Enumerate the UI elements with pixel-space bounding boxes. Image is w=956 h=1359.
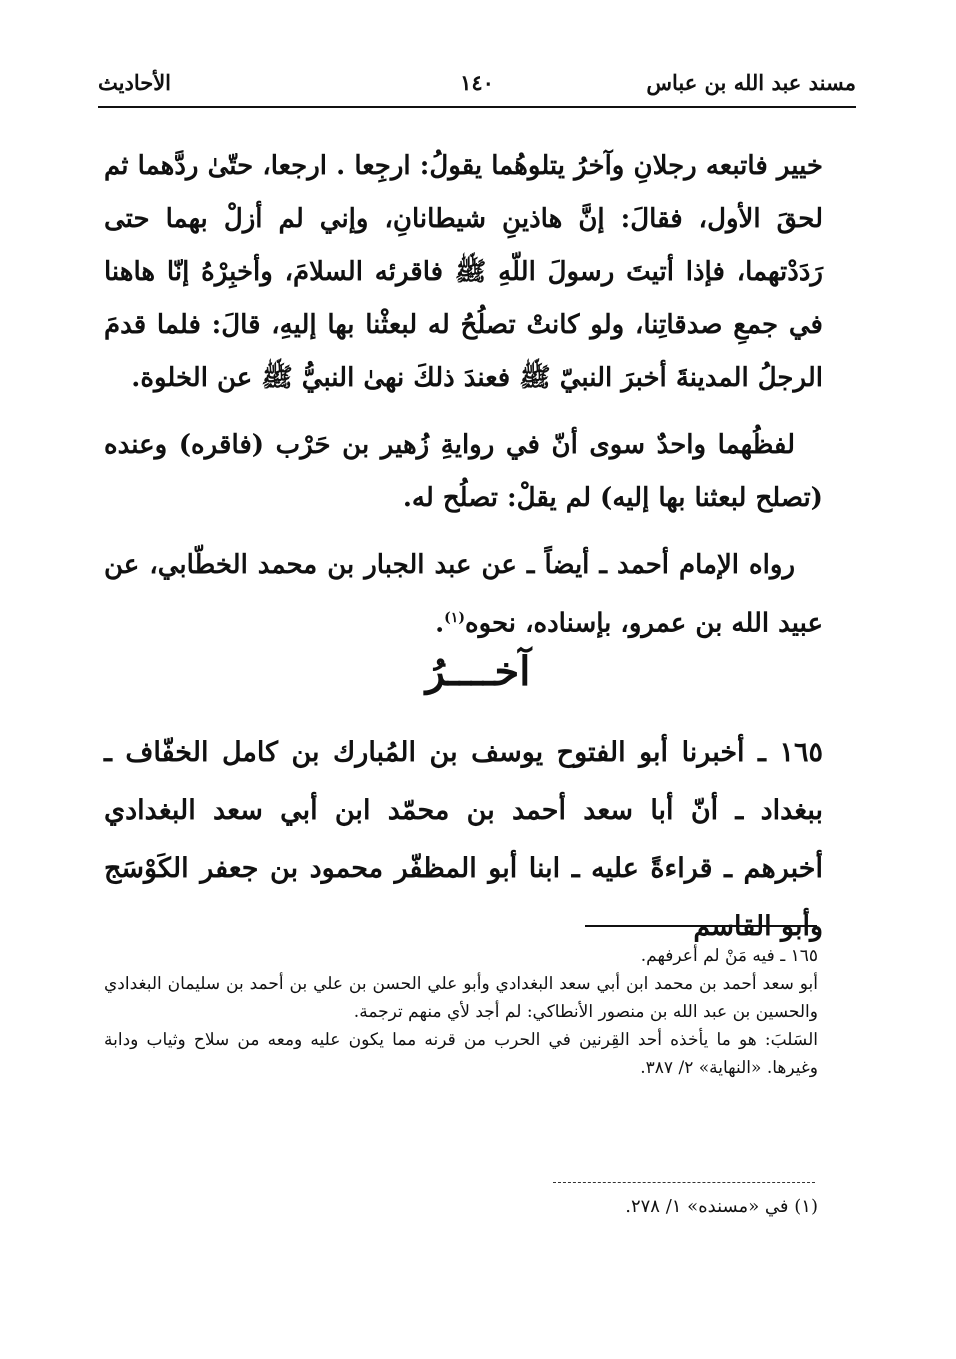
paragraph-2: لفظُهما واحدٌ سوى أنّ في روايةِ زُهير بن حَرْب (فاقره) وعنده (تصلح لبعثنا بها إليه) لم يقلْ: تصلُح له. xyxy=(104,430,823,513)
footnote-ref-1[interactable]: (١) xyxy=(444,610,465,626)
running-header xyxy=(98,70,856,104)
paragraph-1: خيير فاتبعه رجلانِ وآخرُ يتلوهُما يقولُ: ارجِعا . ارجعا، حتّىٰ ردَّهما ثم لحقَ الأول، فقالَ: إنَّ هاذينِ شيطانانِ، وإني لم أزلْ بهما حتى رَدَدْتهما، فإذا أتيتَ رسولَ اللّهِ ﷺ فاقرئه السلامَ، وأخبِرْهُ إنّا هاهنا في جمعِ صدقاتِنا، ولو كانتْ تصلُحُ له لبعثْنا بها إليهِ، قالَ: فلما قدمَ الرجلُ المدينةَ أخبرَ النبيّ ﷺ فعندَ ذلكَ نهىٰ النبيُّ ﷺ عن الخلوة. xyxy=(104,151,823,393)
footnote-1: (١) في «مسنده» ١/ ٢٧٨. xyxy=(625,1196,818,1217)
footnote-separator xyxy=(553,1182,815,1183)
note-2: أبو سعد أحمد بن محمد ابن أبي سعد البغدادي وأبو علي الحسن بن علي بن أحمد بن سليمان البغدادي والحسين بن عبد الله بن منصور الأنطاكي: لم أجد لأي منهم ترجمة. xyxy=(104,974,818,1022)
editor-notes xyxy=(104,942,818,1082)
paragraph-3-text: رواه الإمام أحمد ـ أيضاً ـ عن عبد الجبار بن محمد الخطّابي، عن عبيد الله بن عمرو، بإسناده، نحوه xyxy=(104,550,823,639)
hadith-165 xyxy=(104,724,823,956)
header-section-title: الأحاديث xyxy=(98,70,172,95)
section-title: آخــــرُ xyxy=(425,648,531,695)
header-rule xyxy=(98,106,856,108)
hadith-165-text: ١٦٥ ـ أخبرنا أبو الفتوح يوسف بن المُبارك بن كامل الخفّاف ـ ببغداد ـ أنّ أبا سعد أحمد بن محمّد ابن أبي سعد البغدادي أخبرهم ـ قراءةً عليه ـ ابنا أبو المظفّر محمود بن جعفر الكَوْسَج وأبو القاسم xyxy=(104,737,823,942)
page-number: ١٤٠ xyxy=(460,70,494,95)
note-1: ١٦٥ ـ فيه مَنْ لم أعرفهم. xyxy=(640,946,818,966)
notes-rule xyxy=(585,925,817,927)
main-text xyxy=(104,140,823,651)
paragraph-3 xyxy=(104,539,823,651)
header-book-title: مسند عبد الله بن عباس xyxy=(646,70,856,95)
paragraph-3-end: . xyxy=(435,608,445,639)
note-3: السَلبَ: هو ما يأخذه أحد القِرنين في الحرب من قرنه مما يكون عليه ومعه من سلاح وثياب ودابة وغيرها. «النهاية» ٢/ ٣٨٧. xyxy=(104,1030,818,1078)
